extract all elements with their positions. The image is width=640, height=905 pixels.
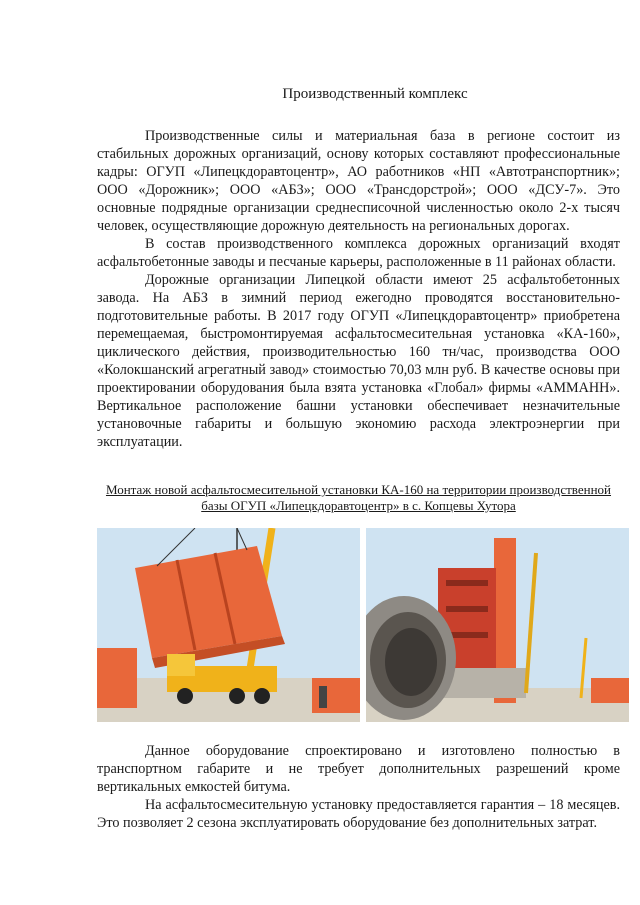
figure-caption: Монтаж новой асфальтосмесительной установки КА-160 на территории производственной базы ОГУП «Липецкдоравтоцентр» в с. Копцевы Хутора (105, 482, 612, 513)
paragraph-2: В состав производственного комплекса дорожных организаций входят асфальтобетонные заводы и песчаные карьеры, расположенные в 11 районах области. (97, 236, 620, 270)
page-title: Производственный комплекс (282, 86, 468, 102)
paragraph-4: Данное оборудование спроектировано и изготовлено полностью в транспортном габарите и не требует дополнительных разрешений кроме вертикальных емкостей битума. (97, 743, 620, 795)
paragraph-5: На асфальтосмесительную установку предоставляется гарантия – 18 месяцев. Это позволяет 2 сезона эксплуатировать оборудование без дополнительных затрат. (97, 797, 620, 831)
paragraph-1: Производственные силы и материальная база в регионе состоит из стабильных дорожных организаций, основу которых составляют профессиональные кадры: ОГУП «Липецкдоравтоцентр», АО работников «НП «Автотранспортник»; ООО «Дорожник»; ООО «АБЗ»; ООО «Трансдорстрой»; ООО «ДСУ-7». Это основные подрядные организации среднесписочной численностью около 2-х тысяч человек, осуществляющие дорожную деятельность на региональных дорогах. (97, 128, 620, 234)
body-text-bottom (97, 742, 620, 832)
photo-asphalt-plant (366, 528, 629, 722)
body-text-top (97, 127, 620, 451)
paragraph-3: Дорожные организации Липецкой области имеют 25 асфальтобетонных завода. На АБЗ в зимний период ежегодно проводятся восстановительно-подготовительные работы. В 2017 году ОГУП «Липецкдоравтоцентр» приобретена перемещаемая, быстромонтируемая асфальтосмесительная установка «КА-160», циклического действия, производительностью 160 тн/час, производства ООО «Колокшанский агрегатный завод» стоимостью 70,03 млн руб. В качестве основы при проектировании оборудования была взята установка «Глобал» фирмы «АММАНН». Вертикальное расположение башни установки обеспечивает незначительные установочные габариты и большую экономию расхода электроэнергии при эксплуатации. (97, 272, 620, 450)
photo-crane-lifting (97, 528, 360, 722)
